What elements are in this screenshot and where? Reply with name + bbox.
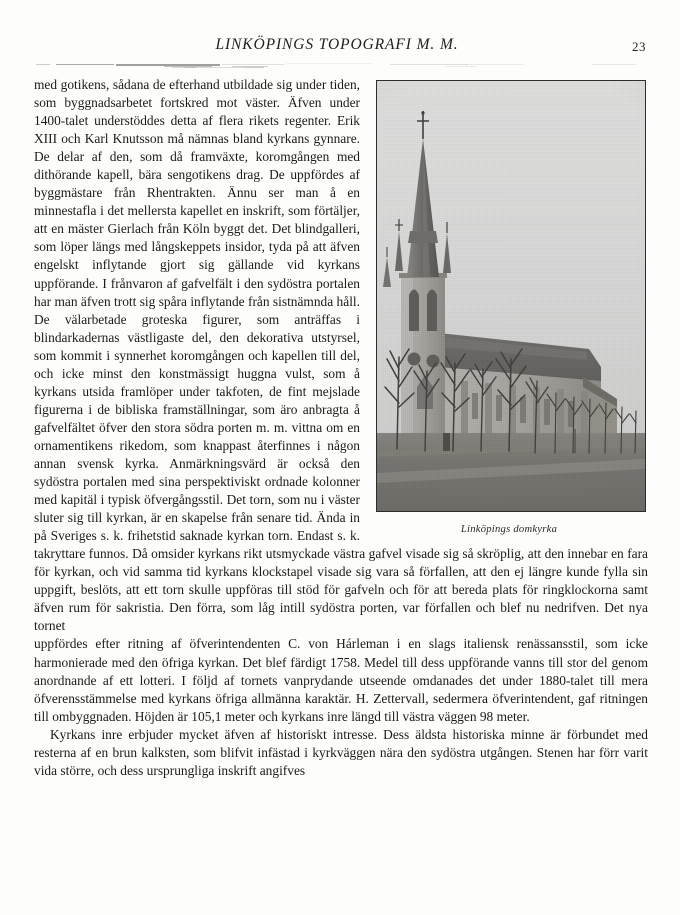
figure-plate (376, 80, 646, 512)
page-body (34, 76, 648, 780)
scan-artifact-rule (36, 62, 644, 69)
figure-caption: Linköpings domkyrka (460, 524, 558, 535)
page-number: 23 (632, 39, 646, 54)
running-head (34, 36, 652, 58)
figure-cathedral (376, 80, 648, 539)
paragraph-1-continued: uppfördes efter ritning af öfverintendenten C. von Hárleman i en slags italiensk renässansstil, som icke harmonierade med den öfriga kyrkan. Det blef färdigt 1758. Medel till dess uppförande vanns till stor del genom anordnande af ett lotteri. I följd af tornets vanprydande utseende omdanades det under 1880-talet till mera öfverensstämmelse med kyrkans öfriga allmänna karaktär. H. Zettervall, sedermera öfverintendent, gaf ritningen till ombyggnaden. Höjden är 105,1 meter och kyrkans inre längd till västra väggen 98 meter. (34, 636, 648, 724)
running-head-title: LINKÖPINGS TOPOGRAFI M. M. (215, 36, 459, 53)
cathedral-photograph (377, 81, 645, 511)
paragraph-2: Kyrkans inre erbjuder mycket äfven af historiskt intresse. Dess äldsta historiska minne är förbundet med resterna af en brun kalksten, som blifvit infästad i kyrkväggen nära den sydöstra utgången. Stenen har förr varit vida större, och dess ursprungliga inskrift angifves (34, 726, 648, 778)
paragraph-1: med gotikens, sådana de efterhand utbildade sig under tiden, som byggnadsarbetet fortskred mot väster. Äfven under 1400-talet understöddes detta af flera rikets regenter. Erik XIII och Karl Knutsson må nämnas bland kyrkans gynnare. De delar af den, som då framväxte, koromgången med dithörande kapell, bära sengotikens drag. De uppfördes af byggmästare från Rhentrakten. Ännu ser man å en minnestafla i det mellersta kapellet en inskrift, som förtäljer, att en mäster Gierlach från Köln byggt det. Det blindgalleri, som löper längs med långskeppets insidor, tyda på att äfven engelskt inflytande gjort sig gällande vid kyrkans uppförande. I frånvaron af gafvelfält i den sydöstra portalen har man äfven trott sig spåra inflytande från sistnämnda håll. De välarbetade groteska figurer, som anträffas i blindarkadernas västligaste del, den dekorativa utstyrsel, som kommit i synnerhet koromgången och kapellen till del, och icke minst den konstmässigt huggna vulst, som å kyrkans utsida framlöper under takfoten, de fint mejslade figurerna i de bibliska framställningar, som äro anbragta å gafvelfältet öfver den stora södra porten m. m. vittna om en ornamentikens rikedom, som knappast återfinnes i någon annan svensk kyrka. Anmärkningsvärd är också den sydöstra portalen med sina perspektiviskt ordnade kolonner med kapitäl i typisk öfvergångsstil. Det torn, som nu i väster sluter sig till kyrkan, är en skapelse från senare tid. Ända in på Sveriges s. k. frihetstid saknade kyrkan torn. Endast s. k. takryttare funnos. Då omsider kyrkans rikt utsmyckade västra gafvel visade sig så skröplig, att den innebar en fara för kyrkan, och vid samma tid kyrkans klockstapel visade sig vara så förfallen, att den ej längre kunde fylla sin uppgift, beslöts, att ett torn skulle uppföras till stöd för gafveln och för att bereda plats för ringklockorna samt äfven rum för sakristia. Den förra, som låg intill sydöstra porten, var förfallen och blef nu nedrifven. Det nya tornet (34, 77, 648, 634)
